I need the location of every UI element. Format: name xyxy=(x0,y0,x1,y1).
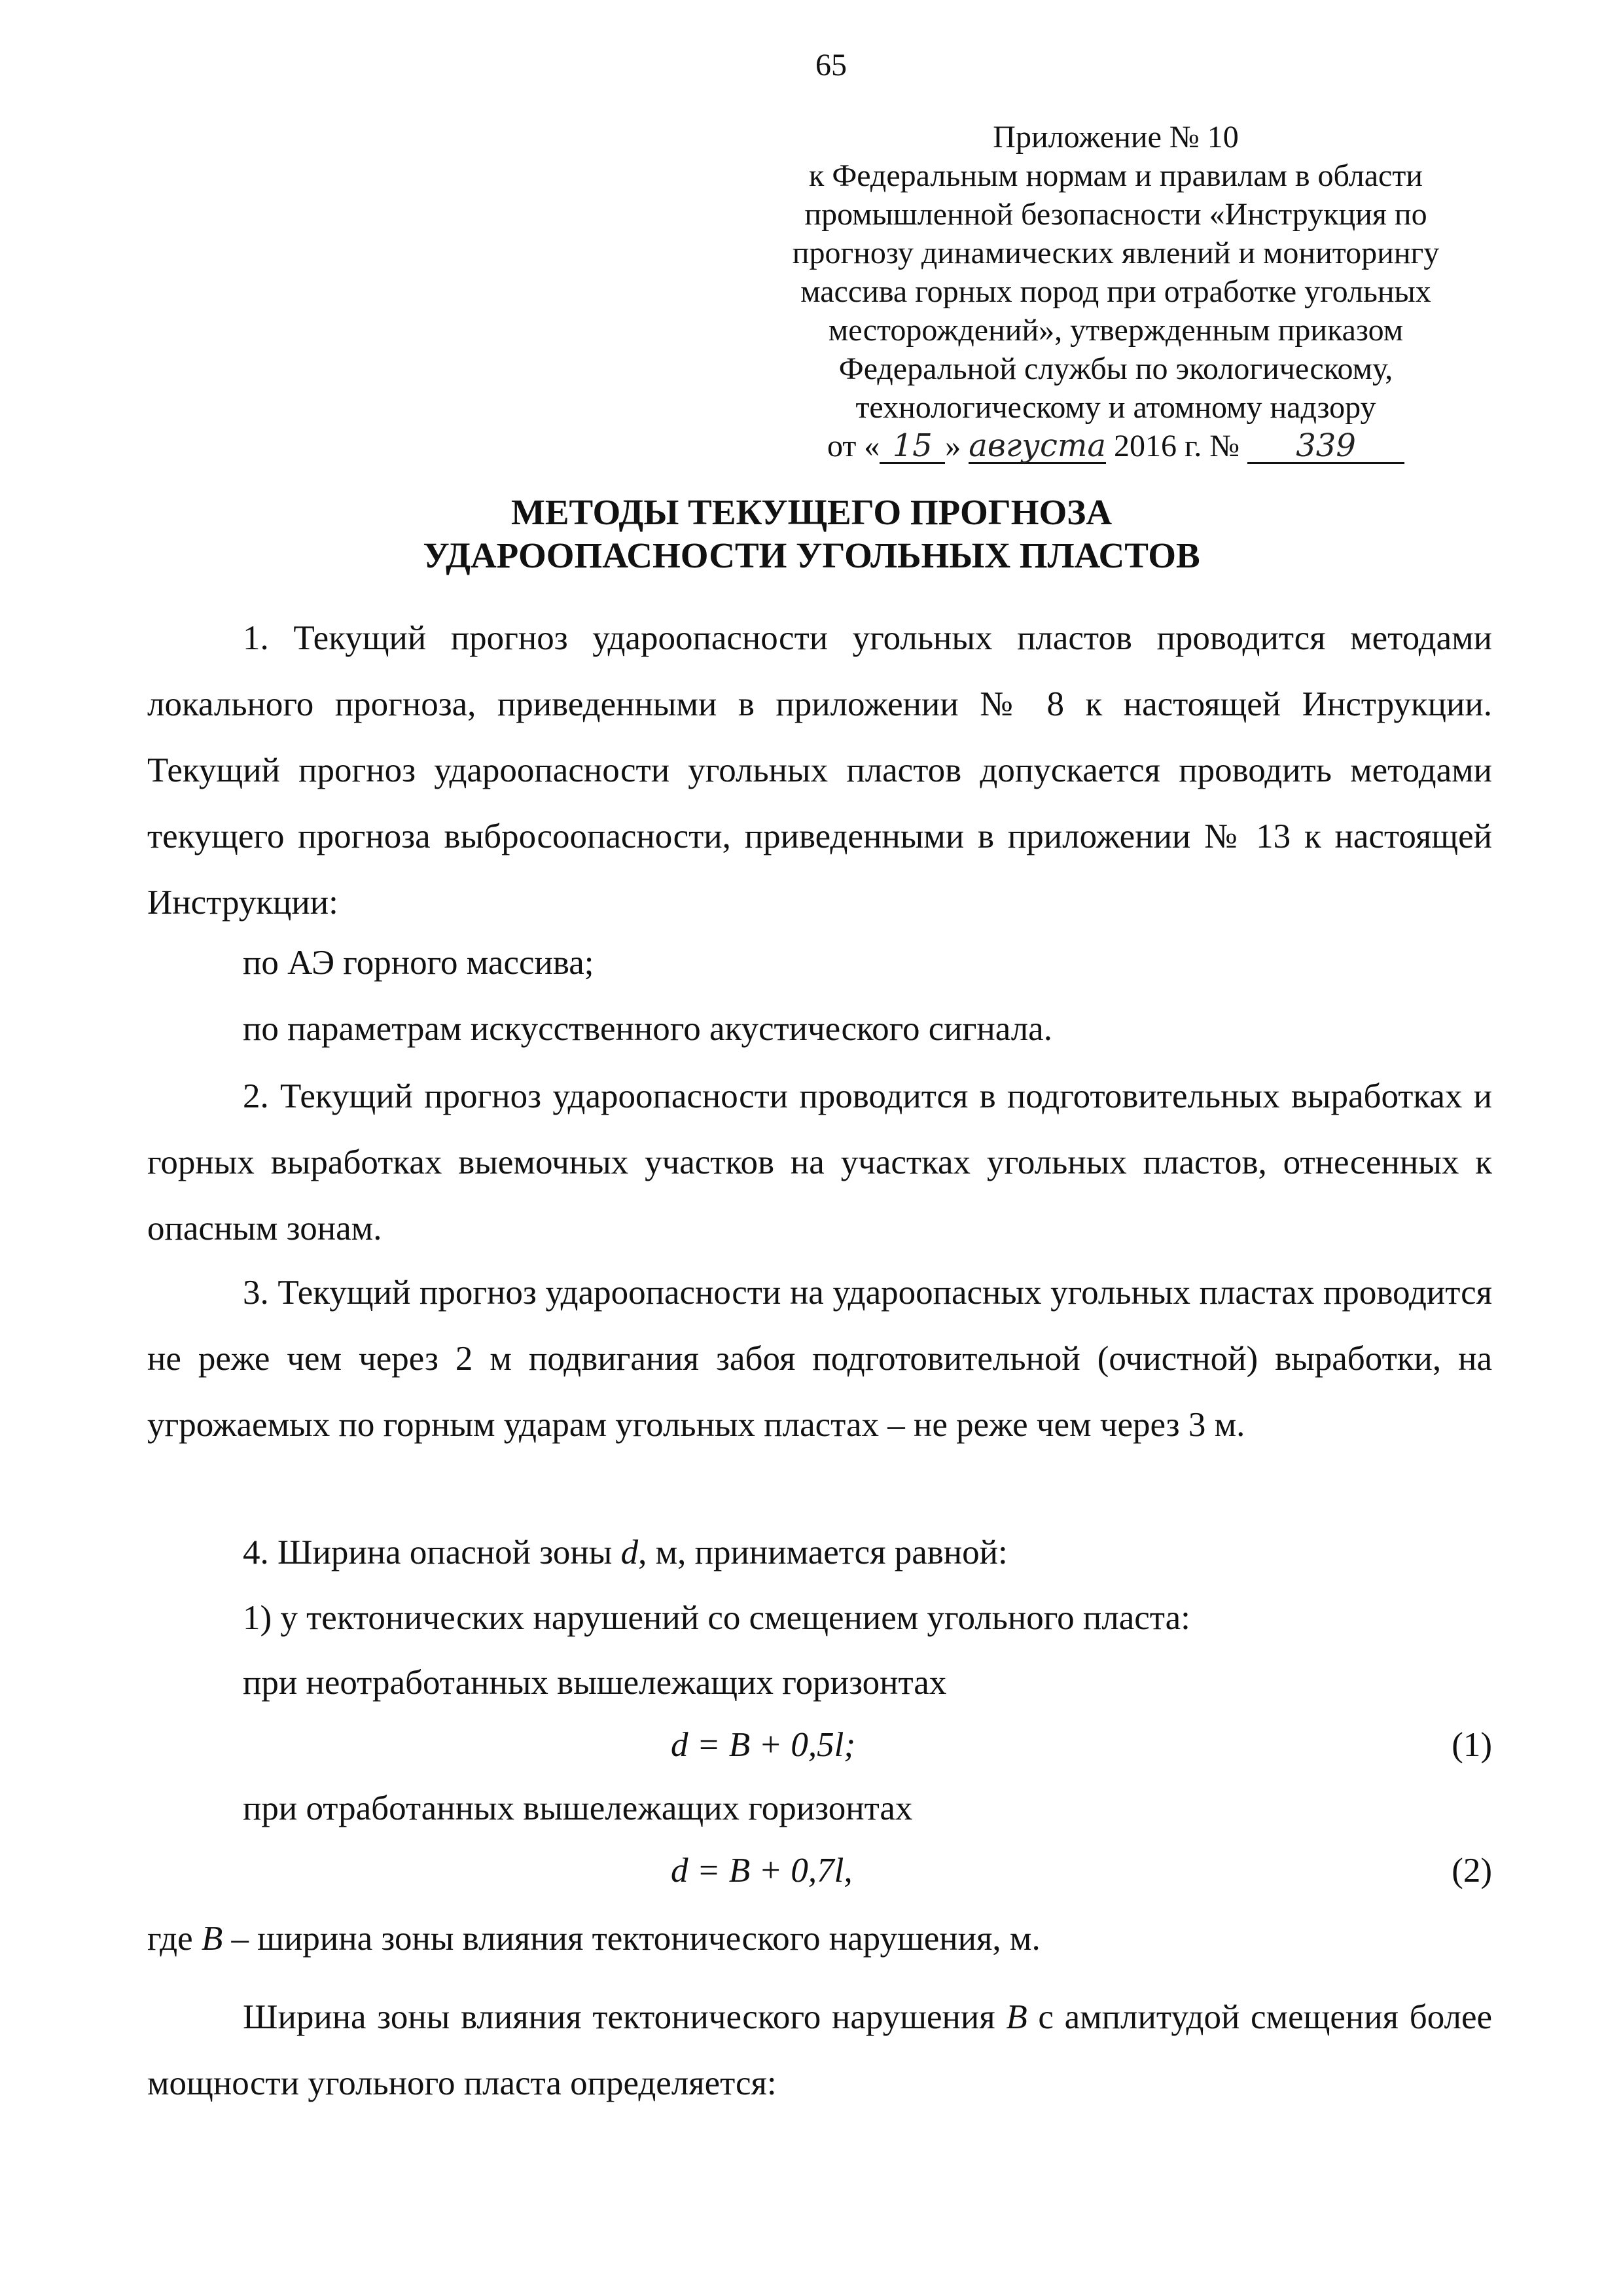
variable-b: B xyxy=(1006,1998,1027,2036)
annex-line: промышленной безопасности «Инструкция по xyxy=(804,197,1427,232)
list-item: по АЭ горного массива; xyxy=(243,944,594,982)
annex-header xyxy=(753,118,1479,465)
formula-2 xyxy=(147,1838,1492,1904)
formula-number: (1) xyxy=(1452,1726,1492,1764)
annex-line: массива горных пород при отработке угольных xyxy=(800,274,1431,309)
annex-line: месторождений», утвержденным приказом xyxy=(828,313,1404,348)
formula-1 xyxy=(147,1712,1492,1778)
paragraph-4-text-end: , м, принимается равной: xyxy=(638,1534,1008,1571)
annex-line: Приложение № 10 xyxy=(993,120,1239,154)
paragraph-4 xyxy=(243,1520,1008,1586)
annex-line: к Федеральным нормам и правилам в области xyxy=(809,158,1423,193)
formula-expression: d = B + 0,7l, xyxy=(671,1852,853,1890)
where-text: где xyxy=(147,1920,202,1958)
where-line xyxy=(147,1906,1041,1972)
title-line-2: УДАРООПАСНОСТИ УГОЛЬНЫХ ПЛАСТОВ xyxy=(423,535,1200,575)
formula-expression: d = B + 0,5l; xyxy=(671,1726,856,1764)
page-number: 65 xyxy=(815,48,847,82)
variable-b: B xyxy=(201,1920,223,1958)
condition-line: при отработанных вышележащих горизонтах xyxy=(243,1789,913,1827)
list-item: по параметрам искусственного акустического сигнала. xyxy=(243,1010,1052,1048)
document-title xyxy=(131,491,1492,577)
paragraph-4-text: 4. Ширина опасной зоны xyxy=(243,1534,621,1571)
handwritten-month: августа xyxy=(969,427,1106,464)
annex-line: Федеральной службы по экологическому, xyxy=(838,351,1393,386)
paragraph-1: 1. Текущий прогноз удароопасности угольных пластов проводится методами локального прогноза, приведенными в приложении № 8 к настоящей Инструкции. Текущий прогноз удароопасности угольных пластов допускается проводить методами текущего прогноза выбросоопасности, приведенными в приложении № 13 к настоящей Инструкции: xyxy=(147,619,1492,922)
variable-d: d xyxy=(620,1534,639,1571)
paragraph-5-text: Ширина зоны влияния тектонического нарушения xyxy=(243,1998,1007,2036)
annex-date-line xyxy=(753,427,1479,465)
annex-line: прогнозу динамических явлений и мониторингу xyxy=(792,236,1440,270)
date-prefix: от « xyxy=(827,429,880,463)
handwritten-day: 15 xyxy=(880,429,945,464)
date-year: 2016 г. № xyxy=(1113,429,1240,463)
formula-number: (2) xyxy=(1452,1852,1492,1890)
paragraph-5 xyxy=(147,1984,1492,2117)
handwritten-order-number: 339 xyxy=(1247,429,1404,464)
title-line-1: МЕТОДЫ ТЕКУЩЕГО ПРОГНОЗА xyxy=(510,492,1113,532)
paragraph-3: 3. Текущий прогноз удароопасности на удароопасных угольных пластах проводится не реже чем через 2 м подвигания забоя подготовительной (очистной) выработки, на угрожаемых по горным ударам угольных пластах – не реже чем через 3 м. xyxy=(147,1274,1492,1444)
date-mid: » xyxy=(945,429,961,463)
condition-line: при неотработанных вышележащих горизонтах xyxy=(243,1664,947,1702)
annex-line: технологическому и атомному надзору xyxy=(855,390,1376,425)
paragraph-5-text-end: с амплитудой смещения более мощности угольного пласта определяется: xyxy=(147,1998,1492,2102)
where-text-end: – ширина зоны влияния тектонического нарушения, м. xyxy=(223,1920,1041,1958)
list-item: 1) у тектонических нарушений со смещением угольного пласта: xyxy=(243,1599,1190,1637)
paragraph-2: 2. Текущий прогноз удароопасности проводится в подготовительных выработках и горных выработках выемочных участков на участках угольных пластов, отнесенных к опасным зонам. xyxy=(147,1077,1492,1247)
